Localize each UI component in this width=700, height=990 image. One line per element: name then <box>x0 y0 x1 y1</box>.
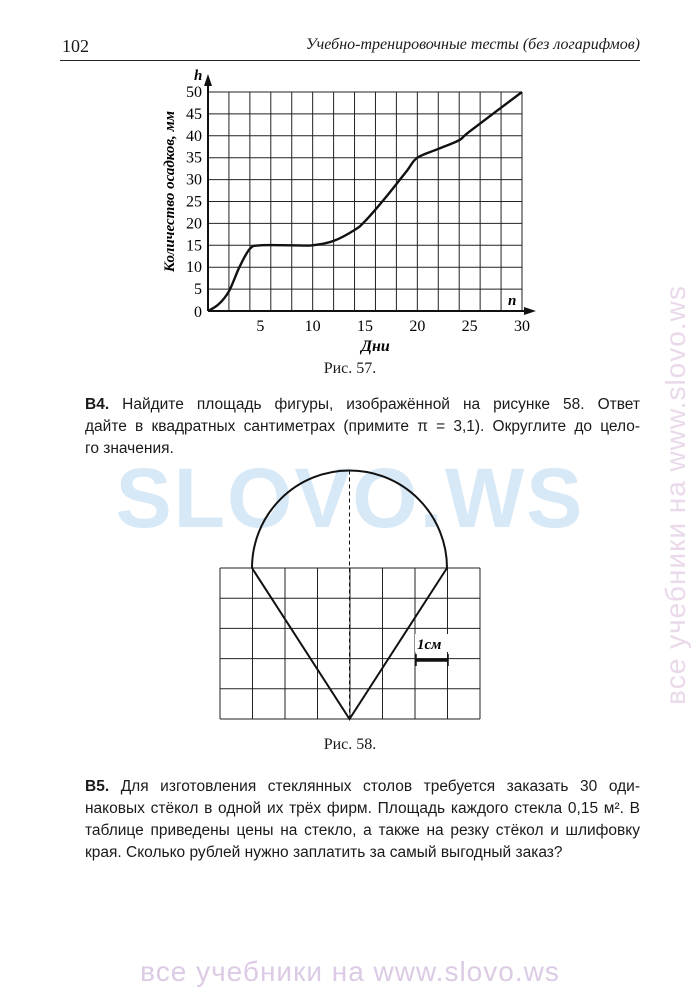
y-tick-label: 35 <box>186 149 202 167</box>
chart-grid <box>208 92 522 311</box>
x-tick-label: 20 <box>409 318 426 335</box>
y-tick-label: 5 <box>194 281 202 299</box>
page-number: 102 <box>62 36 89 56</box>
problem-b5-line-1: Для изготовления стеклянных столов требуется заказать 30 оди- <box>120 778 640 795</box>
problem-b4 <box>85 394 640 460</box>
y-axis-letter: h <box>194 68 203 84</box>
header-rule <box>60 60 640 61</box>
x-tick-label: 25 <box>461 318 478 335</box>
y-tick-labels <box>186 84 202 298</box>
watermark-bottom: все учебники на www.slovo.ws <box>140 956 560 987</box>
y-axis-arrow <box>204 74 212 86</box>
y-tick-label: 40 <box>186 127 202 145</box>
problem-b4-line-2: дайте в квадратных сантиметрах (примите π = 3,1). Округлите до цело- <box>85 418 640 435</box>
y-tick-label: 50 <box>186 84 202 101</box>
watermark-side: все учебники на www.slovo.ws <box>660 285 691 705</box>
x-tick-labels <box>256 318 530 335</box>
origin-label: 0 <box>194 304 202 321</box>
chart-axes <box>204 74 536 315</box>
x-tick-label: 5 <box>256 318 265 335</box>
x-tick-label: 30 <box>514 318 530 335</box>
figure-57-caption: Рис. 57. <box>323 360 377 377</box>
precipitation-chart <box>150 62 550 362</box>
y-tick-label: 45 <box>186 105 202 123</box>
y-tick-label: 20 <box>186 215 202 233</box>
x-tick-label: 10 <box>304 318 321 335</box>
problem-b5-line-2: наковых стёкол в одной их трёх фирм. Площадь каждого стекла 0,15 м². В <box>85 800 640 817</box>
y-tick-label: 30 <box>186 171 202 189</box>
problem-b5-line-4: края. Сколько рублей нужно заплатить за самый выгодный заказ? <box>85 844 563 861</box>
running-title: Учебно-тренировочные тесты (без логарифмов) <box>305 36 640 53</box>
x-axis-arrow <box>524 307 536 315</box>
figure-58 <box>210 462 490 732</box>
problem-b5 <box>85 776 640 864</box>
watermark-center: SLOVO.WS <box>115 451 585 545</box>
problem-b5-number: В5. <box>85 778 110 795</box>
y-tick-label: 25 <box>186 193 202 211</box>
y-tick-label: 10 <box>186 259 202 277</box>
problem-b4-number: В4. <box>85 396 110 413</box>
x-tick-label: 15 <box>357 318 373 335</box>
y-axis-label: Количество осадков, мм <box>162 110 178 273</box>
y-tick-label: 15 <box>186 237 202 255</box>
problem-b4-line-1: Найдите площадь фигуры, изображённой на рисунке 58. Ответ <box>122 396 640 413</box>
x-axis-label: Дни <box>361 338 390 355</box>
scale-label: 1см <box>417 637 442 653</box>
x-axis-letter: n <box>508 293 517 309</box>
problem-b5-line-3: таблице приведены цены на стекло, а также на резку стёкол и шлифовку <box>85 822 640 839</box>
problem-b4-line-3: го значения. <box>85 440 174 457</box>
figure-58-caption: Рис. 58. <box>323 736 377 753</box>
